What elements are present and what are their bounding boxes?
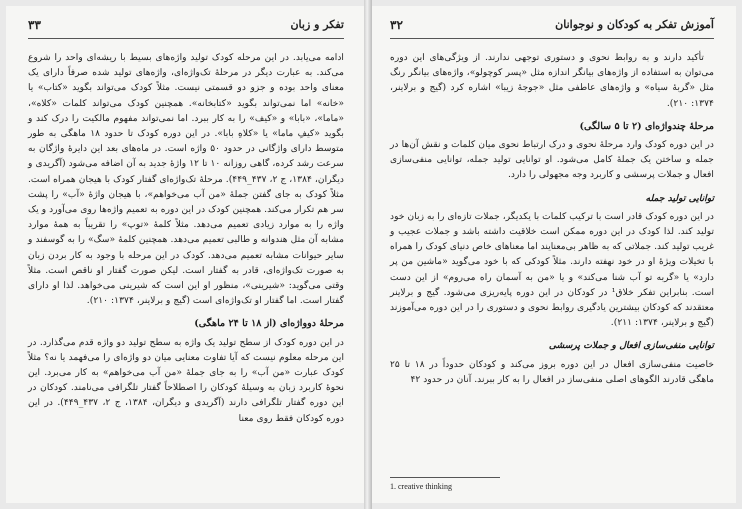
section-heading: مرحلهٔ دوواژه‌ای (از ۱۸ تا ۲۴ ماهگی) (194, 318, 344, 330)
page-number: ۳۲ (390, 18, 403, 32)
footnote-rule (390, 477, 500, 478)
left-page (6, 6, 364, 503)
right-page-header (390, 18, 714, 36)
header-rule (28, 38, 344, 39)
paragraph: در این دوره کودک وارد مرحلهٔ نحوی و درک ارتباط نحوی میان کلمات و نقش آن‌ها در جمله و ساختن یک جملهٔ کامل می‌شود. او توانایی تولید جمله، توانایی منفی‌سازی افعال و جملات پرسشی و کاربرد وجه مجهولی را دارد. (390, 139, 714, 181)
section-heading: مرحلهٔ چندواژه‌ای (۲ تا ۵ سالگی) (579, 120, 714, 132)
right-page-body (390, 50, 714, 387)
paragraph: تأکید دارند و به روابط نحوی و دستوری توجهی ندارند. از ویژگی‌های این دوره می‌توان به استفاده از واژه‌های بیانگر اندازه مثل «پسر کوچولو»، واژه‌های بیانگر رنگ مثل «گربهٔ سیاه» و واژه‌های عاطفی مثل «جوجهٔ زیبا» اشاره کرد (گیج و برلاینر، ۱۳۷۴: ۲۱۰). (390, 52, 714, 109)
paragraph: در این دوره کودک قادر است با ترکیب کلمات با یکدیگر، جملات تازه‌ای را به زبان خود تولید کند. لذا کودک در این دوره ممکن است خلاقیت داشته باشد و جملات عجیب و غریب تولید کند. جملاتی که به ظاهر بی‌معنایند اما معناهای خاص دنیای کودک را همراه با تخیلات ویژهٔ او در خود نهفته دارند. مثلاً کودکی که با خود می‌گوید «ماشین من پر دارد» یا «گربه تو آب شنا می‌کند» و یا «من به آسمان راه می‌روم» از این دست است. بنابراین تفکر خلاق¹ در کودکان در این دوره پایه‌ریزی می‌شود. گیج و برلاینر معتقدند که کودکان بیشترین یادگیری روابط نحوی و دستوری را در این دوره می‌آموزند (گیج و برلاینر، ۱۳۷۴: ۲۱۱). (390, 210, 714, 329)
left-page-header (28, 18, 344, 36)
running-title: تفکر و زبان (290, 18, 344, 31)
right-page (372, 6, 736, 503)
book-gutter (364, 0, 372, 509)
page-number: ۳۳ (28, 18, 41, 32)
subsection-heading: توانایی منفی‌سازی افعال و جملات پرسشی (548, 340, 714, 352)
subsection-heading: توانایی تولید جمله (645, 192, 714, 204)
left-page-body (28, 50, 344, 426)
header-rule (390, 38, 714, 39)
paragraph: ادامه می‌یابد. در این مرحله کودک تولید واژه‌های بسیط با ریشه‌ای واحد را شروع می‌کند. به عبارت دیگر در مرحلهٔ تک‌واژه‌ای، واژه‌های تولید شده صرفاً دارای یک معنای واحد بوده و جزو دو قسمتی نیست. مثلاً کودک می‌تواند بگوید «کتاب» یا «خانه» اما نمی‌تواند بگوید «کتابخانه». همچنین کودک می‌تواند کلمات «کلاه»، «ماما»، «بابا» و «کیف» را به کار ببرد. اما نمی‌تواند مفهوم مالکیت را درک کند و بگوید «کیفِ ماما» یا «کلاهِ بابا». در این دوره کودک تا حدود ۱۸ ماهگی به طور متوسط دارای واژگانی در حدود ۵۰ واژه است. در ماه‌های بعد این دایرهٔ واژگان به سرعت رشد کرده، گاهی روزانه ۱۰ تا ۱۲ واژهٔ جدید به آن اضافه می‌شود (آگریدی و دیگران، ۱۳۸۴، ج ۲، ۴۳۷_۴۴۹). مرحلهٔ تک‌واژه‌ای گفتار کودک با هیجان همراه است. مثلاً کودک به جای گفتن جملهٔ «من آب می‌خواهم»، با هیجان واژهٔ «آب» را پشت سر هم تکرار می‌کند. همچنین کودک در این دوره به تعمیم واژه‌ها روی می‌آورد و یک واژه را به موارد زیادی تعمیم می‌دهد. مثلاً کلمهٔ «توپ» را تقریباً به همهٔ موارد مشابه آن مثل هندوانه و طالبی تعمیم می‌دهد. همچنین کلمهٔ «سگ» را به گوسفند و سایر حیوانات مشابه تعمیم می‌دهد. کودک در این مرحله با وجود به کار بردن زبان به صورت تک‌واژه‌ای، قادر به گفتار است. لیکن صورت گفتار او ناقص است. مثلاً وقتی می‌گوید: «شیرینی»، منظور او این است که شیرینی می‌خواهد. لذا او دارای گفتار است. اما گفتار او تک‌واژه‌ای است (گیج و برلاینر، ۱۳۷۴: ۲۱۰). (28, 52, 344, 307)
footnote: 1. creative thinking (390, 482, 452, 491)
paragraph: خاصیت منفی‌سازی افعال در این دوره بروز می‌کند و کودکان حدوداً در ۱۸ تا ۲۵ ماهگی قادرند الگوهای اصلی منفی‌ساز در افعال را به کار ببرند. آنان در حدود ۴۲ (390, 358, 714, 385)
paragraph: در این دوره کودک از سطح تولید یک واژه به سطح تولید دو واژه قدم می‌گذارد. در این مرحله معلوم نیست که آیا تفاوت معنایی میان دو واژه‌ای را می‌فهمد یا نه؟ مثلاً کودک عبارت «من آب» را به جای جملهٔ «من آب می‌خواهم» به کار می‌برد. این نحوهٔ کاربرد زبان به وسیلهٔ کودکان را اصطلاحاً گفتار تلگرافی می‌نامند. کودکان در این دوره گفتار تلگرافی دارند (آگریدی و دیگران، ۱۳۸۴، ج ۲، ۴۳۷_۴۴۹). در این دوره کودکان فقط روی معنا (28, 336, 344, 424)
running-title: آموزش تفکر به کودکان و نوجوانان (555, 18, 714, 31)
